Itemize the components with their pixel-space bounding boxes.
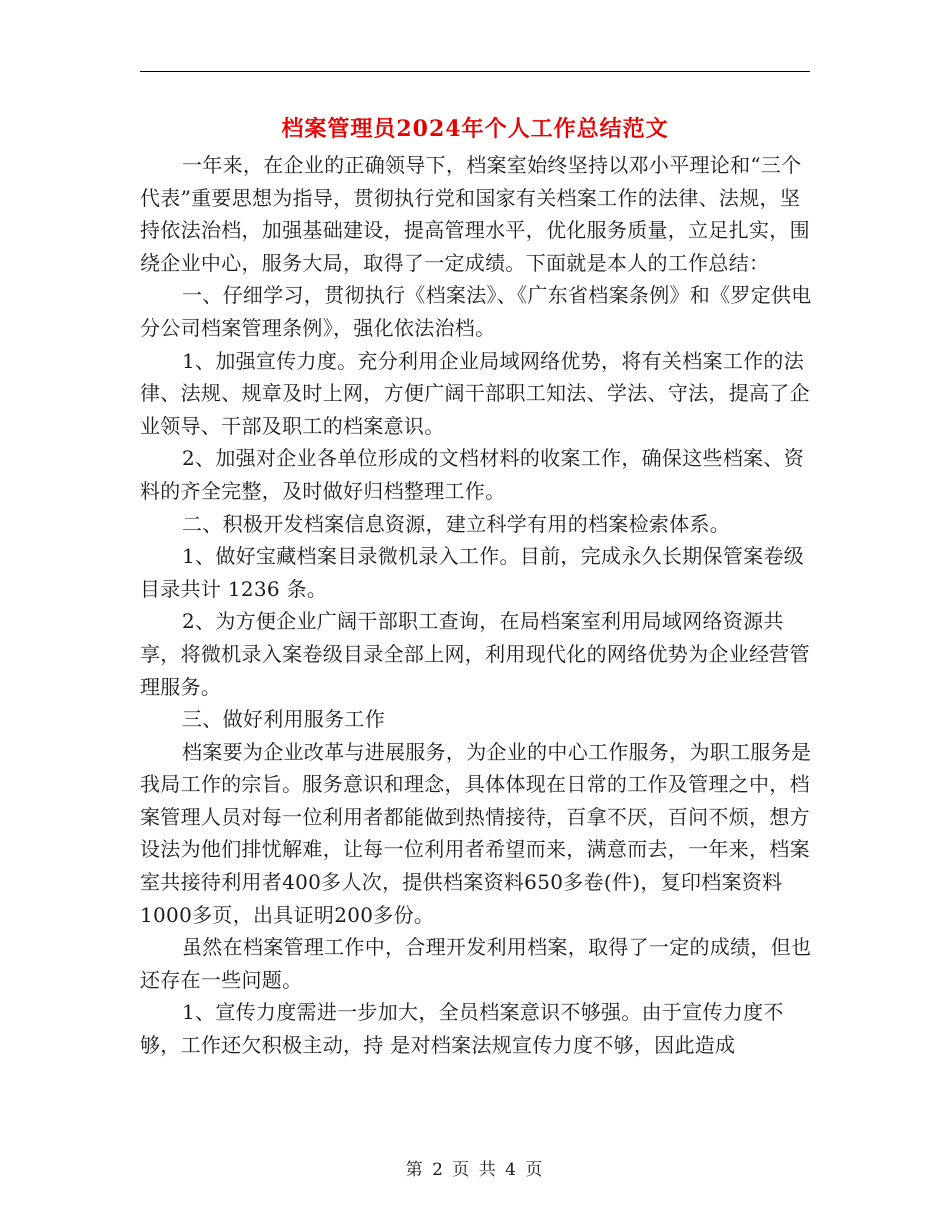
paragraph-intro: 一年来，在企业的正确领导下，档案室始终坚持以邓小平理论和“三个代表”重要思想为指导，贯彻执行党和国家有关档案工作的法律、法规，坚持依法治档，加强基础建设，提高管理水平，优化服务质量，立足扎实，围绕企业中心，服务大局，取得了一定成绩。下面就是本人的工作总结：	[140, 153, 810, 275]
paragraph-section-1-item-2: 2、加强对企业各单位形成的文档材料的收案工作，确保这些档案、资料的齐全完整，及时做好归档整理工作。	[140, 446, 805, 503]
paragraph-section-1-heading: 一、仔细学习，贯彻执行《档案法》、《广东省档案条例》和《罗定供电分公司档案管理条例》，强化依法治档。	[140, 283, 812, 340]
header-rule	[140, 71, 810, 72]
paragraph-section-2-item-2: 2、为方便企业广阔干部职工查询，在局档案室利用局域网络资源共享，将微机录入案卷级目录全部上网，利用现代化的网络优势为企业经营管理服务。	[140, 609, 810, 699]
paragraph-section-3-body: 档案要为企业改革与进展服务，为企业的中心工作服务，为职工服务是我局工作的宗旨。服务意识和理念，具体体现在日常的工作及管理之中，档案管理人员对每一位利用者都能做到热情接待，百拿不厌，百问不烦，想方设法为他们排忧解难，让每一位利用者希望而来，满意而去，一年来，档案室共接待利用者400多人次，提供档案资料650多卷(件)，复印档案资料1000多页，出具证明200多份。	[140, 739, 812, 927]
paragraph-section-2-heading: 二、积极开发档案信息资源，建立科学有用的档案检索体系。	[182, 511, 731, 536]
document-title: 档案管理员2024年个人工作总结范文	[281, 116, 669, 142]
page-number-footer: 第 2 页 共 4 页	[405, 1160, 545, 1180]
paragraph-section-1-item-1: 1、加强宣传力度。充分利用企业局域网络优势，将有关档案工作的法律、法规、规章及时上网，方便广阔干部职工知法、学法、守法，提高了企业领导、干部及职工的档案意识。	[140, 348, 810, 438]
paragraph-problem-1: 1、宣传力度需进一步加大，全员档案意识不够强。由于宣传力度不够，工作还欠积极主动，持 是对档案法规宣传力度不够，因此造成	[140, 1000, 784, 1058]
paragraph-problems-intro: 虽然在档案管理工作中，合理开发利用档案，取得了一定的成绩，但也还存在一些问题。	[140, 935, 812, 992]
document-body	[140, 149, 816, 1062]
paragraph-section-2-item-1: 1、做好宝藏档案目录微机录入工作。目前，完成永久长期保管案卷级目录共计 1236 条。	[140, 544, 805, 601]
paragraph-section-3-heading: 三、做好利用服务工作	[182, 707, 385, 732]
